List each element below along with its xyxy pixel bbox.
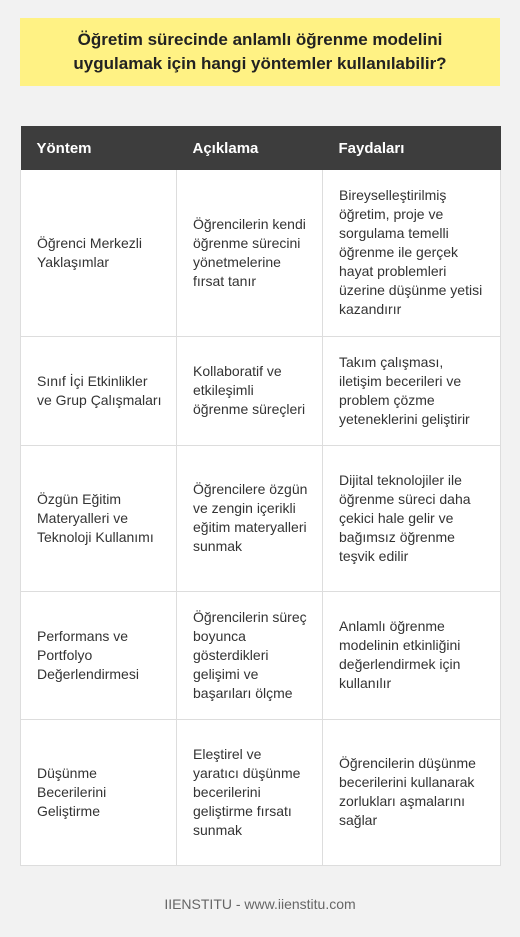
description-cell: Öğrencilerin süreç boyunca gösterdikleri gelişimi ve başarıları ölçme — [177, 591, 323, 719]
footer-credit: IIENSTITU - www.iienstitu.com — [164, 896, 356, 912]
method-cell: Sınıf İçi Etkinlikler ve Grup Çalışmaları — [21, 336, 177, 445]
header-method: Yöntem — [21, 126, 177, 170]
description-cell: Kollaboratif ve etkileşimli öğrenme süreçleri — [177, 336, 323, 445]
benefits-cell: Bireyselleştirilmiş öğretim, proje ve sorgulama temelli öğrenme ile gerçek hayat problemleri üzerine düşünme yetisi kazandırır — [323, 170, 501, 336]
header-benefits: Faydaları — [323, 126, 501, 170]
description-cell: Öğrencilerin kendi öğrenme sürecini yönetmelerine fırsat tanır — [177, 170, 323, 336]
page-title: Öğretim sürecinde anlamlı öğrenme modelini uygulamak için hangi yöntemler kullanılabilir? — [73, 30, 447, 73]
method-cell: Öğrenci Merkezli Yaklaşımlar — [21, 170, 177, 336]
table-row — [21, 591, 501, 719]
method-cell: Özgün Eğitim Materyalleri ve Teknoloji Kullanımı — [21, 445, 177, 591]
benefits-cell: Öğrencilerin düşünme becerilerini kullanarak zorlukları aşmalarını sağlar — [323, 719, 501, 865]
table-row — [21, 336, 501, 445]
table-row — [21, 445, 501, 591]
description-cell: Eleştirel ve yaratıcı düşünme becerilerini geliştirme fırsatı sunmak — [177, 719, 323, 865]
title-banner — [20, 18, 500, 86]
benefits-cell: Anlamlı öğrenme modelinin etkinliğini değerlendirmek için kullanılır — [323, 591, 501, 719]
method-cell: Performans ve Portfolyo Değerlendirmesi — [21, 591, 177, 719]
table-header-row — [21, 126, 501, 170]
header-description: Açıklama — [177, 126, 323, 170]
description-cell: Öğrencilere özgün ve zengin içerikli eğitim materyalleri sunmak — [177, 445, 323, 591]
benefits-cell: Takım çalışması, iletişim becerileri ve problem çözme yeteneklerini geliştirir — [323, 336, 501, 445]
benefits-cell: Dijital teknolojiler ile öğrenme süreci daha çekici hale gelir ve bağımsız öğrenme teşvik edilir — [323, 445, 501, 591]
methods-table — [20, 126, 501, 866]
method-cell: Düşünme Becerilerini Geliştirme — [21, 719, 177, 865]
table-row — [21, 170, 501, 336]
table-row — [21, 719, 501, 865]
